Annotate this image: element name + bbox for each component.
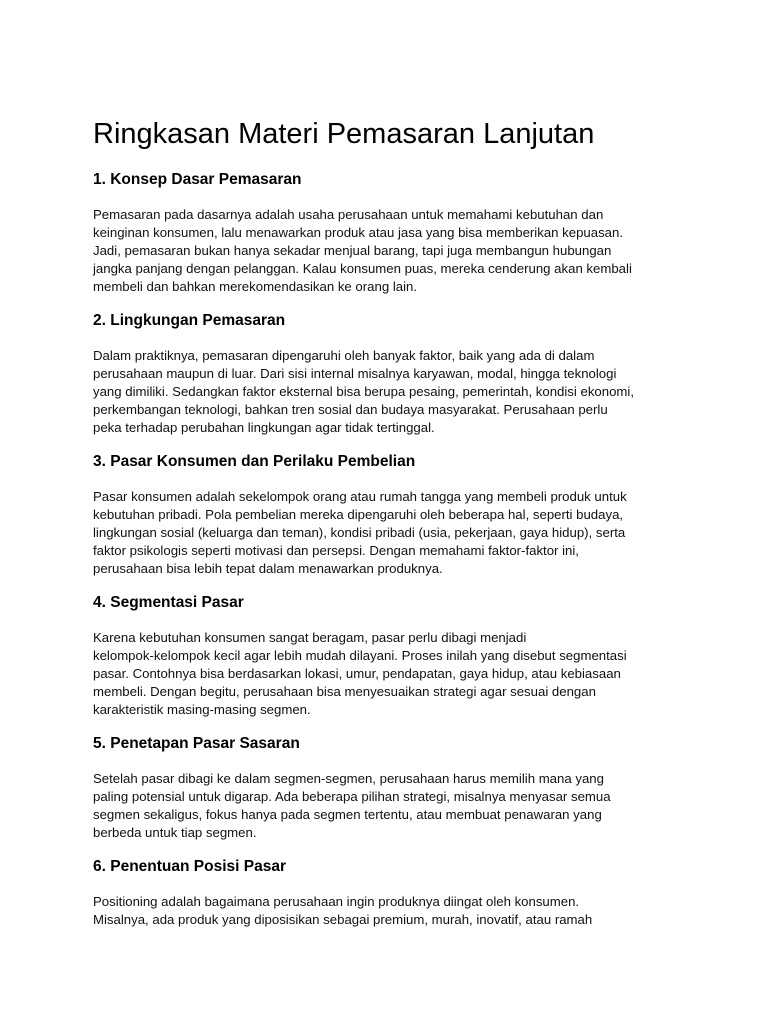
paragraph-line: karakteristik masing-masing segmen.: [93, 702, 311, 717]
section-pasar-konsumen: [93, 451, 683, 578]
paragraph-line: keinginan konsumen, lalu menawarkan produk atau jasa yang bisa memberikan kepuasan.: [93, 225, 624, 240]
section-paragraph: [93, 893, 683, 929]
paragraph-line: Positioning adalah bagaimana perusahaan ingin produknya diingat oleh konsumen.: [93, 894, 580, 909]
section-paragraph: [93, 347, 683, 437]
paragraph-line: perusahaan bisa lebih tepat dalam menawarkan produknya.: [93, 561, 443, 576]
paragraph-line: Dalam praktiknya, pemasaran dipengaruhi oleh banyak faktor, baik yang ada di dalam: [93, 348, 595, 363]
paragraph-line: segmen sekaligus, fokus hanya pada segmen tertentu, atau membuat penawaran yang: [93, 807, 602, 822]
paragraph-line: peka terhadap perubahan lingkungan agar tidak tertinggal.: [93, 420, 435, 435]
section-heading: 2. Lingkungan Pemasaran: [93, 312, 286, 329]
paragraph-line: yang dimiliki. Sedangkan faktor eksternal bisa berupa pesaing, pemerintah, kondisi ekonomi,: [93, 384, 634, 399]
paragraph-line: lingkungan sosial (keluarga dan teman), kondisi pribadi (usia, pekerjaan, gaya hidup), serta: [93, 525, 626, 540]
section-penetapan-pasar-sasaran: [93, 733, 683, 842]
section-heading: 1. Konsep Dasar Pemasaran: [93, 171, 302, 188]
section-heading: 5. Penetapan Pasar Sasaran: [93, 735, 300, 752]
paragraph-line: kelompok-kelompok kecil agar lebih mudah dilayani. Proses inilah yang disebut segmentasi: [93, 648, 627, 663]
paragraph-line: membeli dan bahkan merekomendasikan ke orang lain.: [93, 279, 418, 294]
section-penentuan-posisi-pasar: [93, 856, 683, 929]
section-paragraph: [93, 629, 683, 719]
section-paragraph: [93, 488, 683, 578]
paragraph-line: perusahaan maupun di luar. Dari sisi internal misalnya karyawan, modal, hingga teknologi: [93, 366, 617, 381]
paragraph-line: faktor psikologis seperti motivasi dan persepsi. Dengan memahami faktor-faktor ini,: [93, 543, 579, 558]
paragraph-line: Misalnya, ada produk yang diposisikan sebagai premium, murah, inovatif, atau ramah: [93, 912, 593, 927]
section-konsep-dasar-pemasaran: [93, 169, 683, 296]
paragraph-line: paling potensial untuk digarap. Ada beberapa pilihan strategi, misalnya menyasar semua: [93, 789, 611, 804]
section-heading: 3. Pasar Konsumen dan Perilaku Pembelian: [93, 453, 416, 470]
paragraph-line: perkembangan teknologi, bahkan tren sosial dan budaya masyarakat. Perusahaan perlu: [93, 402, 608, 417]
paragraph-line: berbeda untuk tiap segmen.: [93, 825, 257, 840]
section-segmentasi-pasar: [93, 592, 683, 719]
paragraph-line: Karena kebutuhan konsumen sangat beragam, pasar perlu dibagi menjadi: [93, 630, 527, 645]
paragraph-line: Jadi, pemasaran bukan hanya sekadar menjual barang, tapi juga membangun hubungan: [93, 243, 612, 258]
paragraph-line: membeli. Dengan begitu, perusahaan bisa menyesuaikan strategi agar sesuai dengan: [93, 684, 596, 699]
document-title: Ringkasan Materi Pemasaran Lanjutan: [93, 118, 595, 150]
paragraph-line: Pasar konsumen adalah sekelompok orang atau rumah tangga yang membeli produk untuk: [93, 489, 627, 504]
section-lingkungan-pemasaran: [93, 310, 683, 437]
paragraph-line: Setelah pasar dibagi ke dalam segmen-segmen, perusahaan harus memilih mana yang: [93, 771, 604, 786]
section-paragraph: [93, 770, 683, 842]
paragraph-line: pasar. Contohnya bisa berdasarkan lokasi, umur, pendapatan, gaya hidup, atau kebiasaan: [93, 666, 621, 681]
section-heading: 4. Segmentasi Pasar: [93, 594, 244, 611]
section-paragraph: [93, 206, 683, 296]
paragraph-line: jangka panjang dengan pelanggan. Kalau konsumen puas, mereka cenderung akan kembali: [93, 261, 632, 276]
paragraph-line: kebutuhan pribadi. Pola pembelian mereka dipengaruhi oleh beberapa hal, seperti budaya,: [93, 507, 624, 522]
paragraph-line: Pemasaran pada dasarnya adalah usaha perusahaan untuk memahami kebutuhan dan: [93, 207, 604, 222]
section-heading: 6. Penentuan Posisi Pasar: [93, 858, 286, 875]
